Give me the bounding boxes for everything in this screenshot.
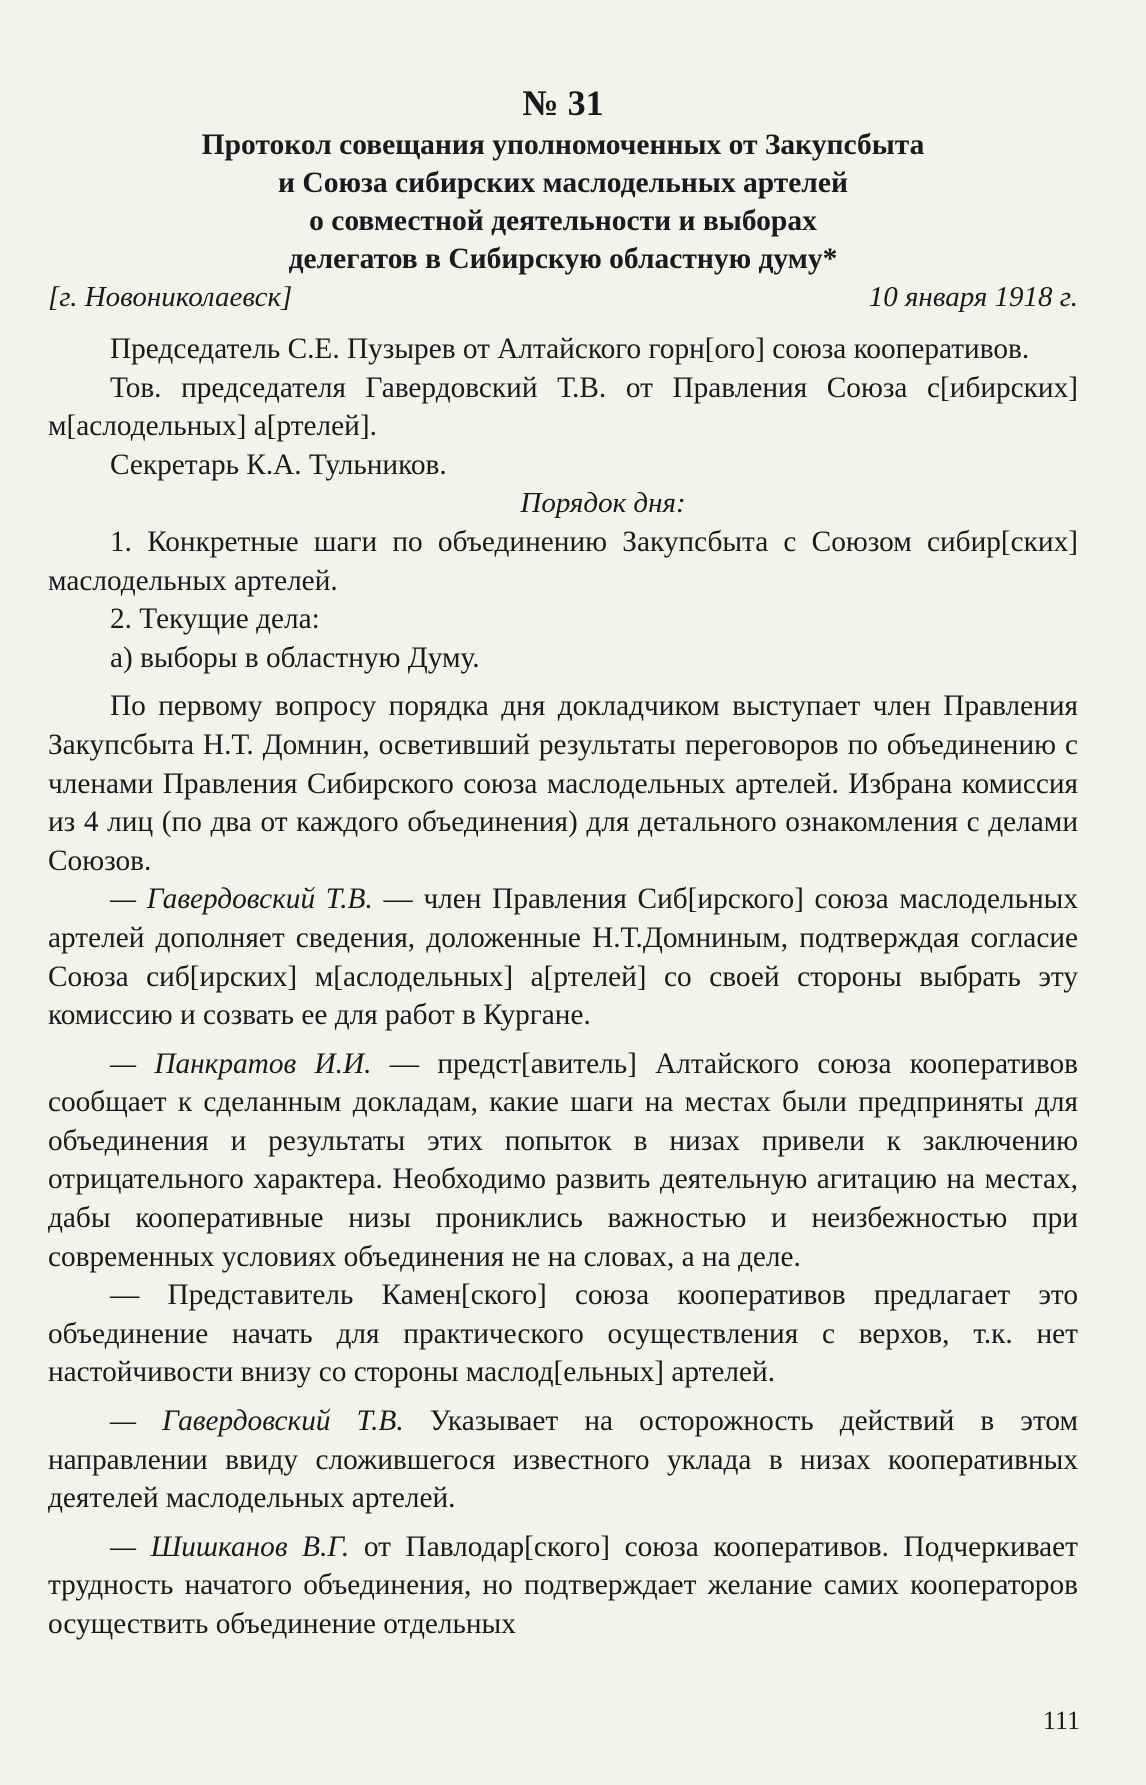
document-title	[113, 126, 1013, 278]
minutes-paragraph: По первому вопросу порядка дня докладчиком выступает член Правления Закупсбыта Н.Т. Домнин, осветивший результаты переговоров по объединению с членами Правления Сибирского союза маслодельных артелей. Избрана комиссия из 4 лиц (по два от каждого объединения) для детального ознакомления с делами Союзов.	[48, 690, 1078, 877]
vice-chair-line: Тов. председателя Гавердовский Т.В. от Правления Союза с[ибирских] м[аслодельных] а[ртелей].	[48, 371, 1078, 443]
minutes-paragraph: — Представитель Камен[ского] союза кооперативов предлагает это объединение начать для практического осуществления с верхов, т.к. нет настойчивости внизу со стороны маслод[ельных] артелей.	[48, 1279, 1078, 1389]
minutes-paragraph	[48, 1528, 1078, 1644]
speaker-name: — Панкратов И.И.	[110, 1047, 372, 1080]
page-number: 111	[1042, 1706, 1080, 1735]
place: [г. Новониколаевск]	[48, 281, 293, 313]
document-number: № 31	[522, 83, 604, 123]
agenda-item: а) выборы в областную Думу.	[110, 641, 480, 674]
dateline	[48, 281, 1078, 314]
minutes-paragraph	[48, 880, 1078, 1034]
minutes-paragraph	[48, 1402, 1078, 1518]
speaker-remarks: — предст[авитель] Алтайского союза кооперативов сообщает к сделанным докладам, какие шаги на местах были предприняты для объединения и результаты этих попыток в низах привели к заключению отрицательного характера. Необходимо развить деятельную агитацию на местах, дабы кооперативные низы прониклись важностью и неизбежностью при современных условиях объединения не на словах, а на деле.	[48, 1047, 1078, 1273]
agenda-item: 1. Конкретные шаги по объединению Закупсбыта с Союзом сибир[ских] маслодельных артелей.	[48, 525, 1078, 597]
chair-line: Председатель С.Е. Пузырев от Алтайского горн[ого] союза кооперативов.	[110, 333, 1030, 365]
speaker-name: — Гавердовский Т.В.	[110, 883, 373, 916]
speaker-name: — Гавердовский Т.В.	[110, 1405, 404, 1438]
title-line: о совместной деятельности и выборах	[309, 205, 817, 237]
speaker-name: — Шишканов В.Г.	[110, 1530, 350, 1563]
speaker-remarks: Указывает на осторожность действий в этом направлении ввиду сложившегося известного уклада в низах кооперативных деятелей маслодельных артелей.	[48, 1405, 1078, 1515]
minutes-paragraph	[48, 1045, 1078, 1277]
date: 10 января 1918 г.	[868, 281, 1078, 313]
text-column	[48, 82, 1078, 1644]
title-line: делегатов в Сибирскую областную думу*	[288, 243, 838, 275]
secretary-line: Секретарь К.А. Тульников.	[110, 448, 447, 481]
document-body	[48, 330, 1078, 1644]
agenda-item: 2. Текущие дела:	[110, 603, 320, 636]
speaker-remarks: — член Правления Сиб[ирского] союза маслодельных артелей дополняет сведения, доложенные Н.Т.Домниным, подтверждая согласие Союза сиб[ирских] м[аслодельных] а[ртелей] со своей стороны выбрать эту комиссию и созвать ее для работ в Кургане.	[48, 883, 1078, 1032]
title-line: и Союза сибирских маслодельных артелей	[278, 167, 848, 199]
speaker-remarks: от Павлодар[ского] союза кооперативов. Подчеркивает трудность начатого объединения, но подтверждает желание самих кооператоров осуществить объединение отдельных	[48, 1530, 1078, 1640]
title-line: Протокол совещания уполномоченных от Закупсбыта	[201, 129, 925, 161]
agenda-heading: Порядок дня:	[520, 487, 686, 520]
